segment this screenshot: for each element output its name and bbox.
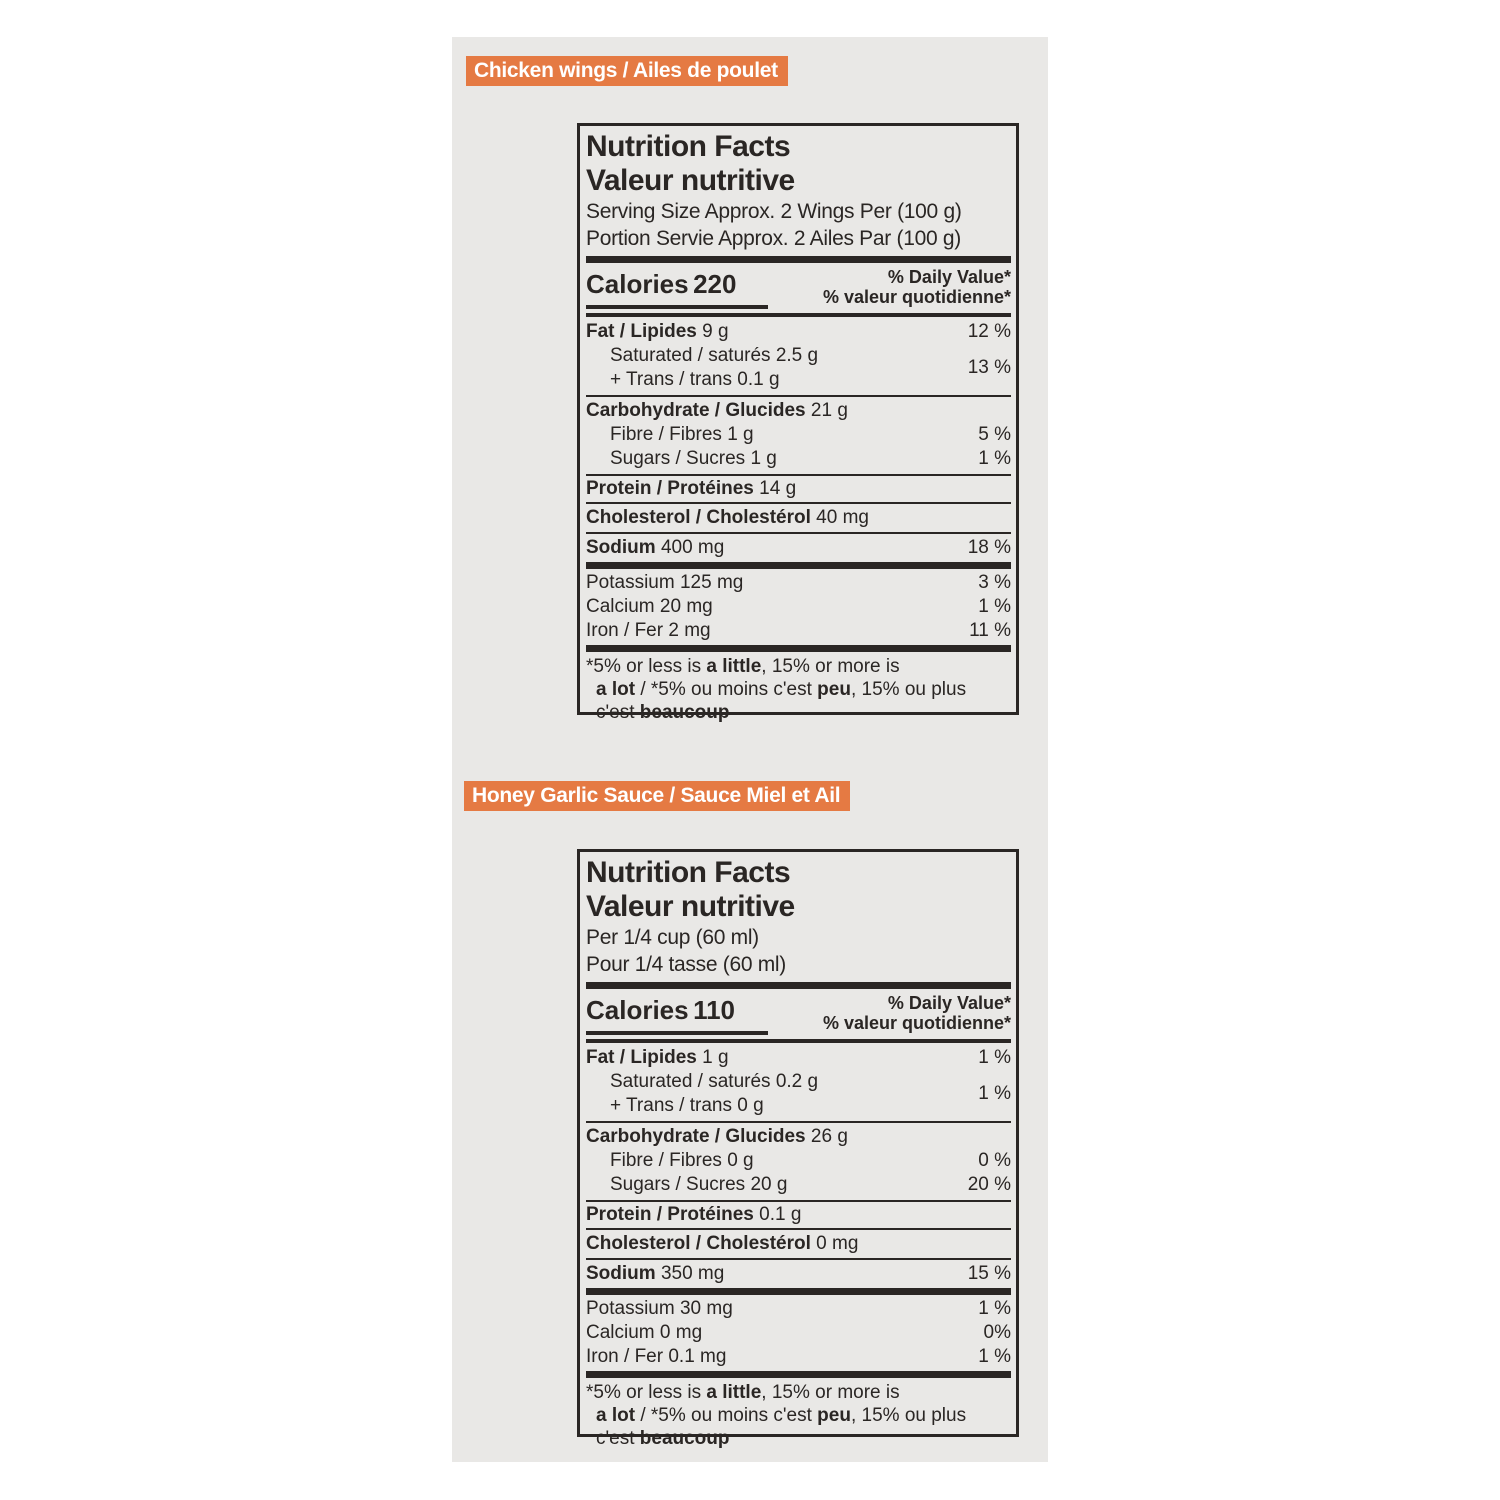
label-title-en: Nutrition Facts [586,130,791,163]
saturated-text: Saturated / saturés 2.5 g [610,345,819,366]
nutrient-row-cholesterol: Cholesterol / Cholestérol 0 mg [586,1233,859,1254]
divider [586,1288,1011,1295]
nutrient-row-sodium: Sodium 400 mg 18 % [586,537,1011,558]
divider [586,645,1011,652]
divider [586,1371,1011,1378]
serving-size-en: Per 1/4 cup (60 ml) [586,926,759,949]
product-banner: Honey Garlic Sauce / Sauce Miel et Ail [464,781,850,811]
saturated-trans-percent: 13 % [967,357,1011,378]
daily-value-header-fr: % valeur quotidienne* [822,1013,1011,1033]
trans-text: + Trans / trans 0.1 g [610,369,780,390]
saturated-trans-percent: 1 % [978,1083,1011,1104]
nutrient-row-saturated-trans [586,344,1011,392]
daily-value-header-en: % Daily Value* [887,993,1011,1013]
daily-value-header-fr: % valeur quotidienne* [822,287,1011,307]
nutrient-row-iron: Iron / Fer 2 mg 11 % [586,620,1011,641]
nutrient-row-sugars: Sugars / Sucres 1 g 1 % [610,448,1011,469]
divider [586,256,1011,263]
nutrient-row-cholesterol: Cholesterol / Cholestérol 40 mg [586,507,869,528]
serving-size-fr: Portion Servie Approx. 2 Ailes Par (100 g) [586,227,961,250]
fat-percent: 12 % [967,321,1011,342]
daily-value-header-en: % Daily Value* [887,267,1011,287]
nutrient-row-protein: Protein / Protéines 14 g [586,478,797,499]
nutrient-row-calcium: Calcium 0 mg 0% [586,1322,1011,1343]
calories-value: 110 [693,995,736,1025]
nutrient-row-fibre: Fibre / Fibres 1 g 5 % [610,424,1011,445]
calories-row [586,989,1011,1039]
nutrient-row-iron: Iron / Fer 0.1 mg 1 % [586,1346,1011,1367]
nutrient-row-potassium: Potassium 125 mg 3 % [586,572,1011,593]
trans-text: + Trans / trans 0 g [610,1095,764,1116]
nutrient-row-fat: Fat / Lipides 9 g 12 % [586,321,1011,342]
nutrient-row-saturated-trans [586,1070,1011,1118]
footnote: *5% or less is a little, 15% or more is a lot / *5% ou moins c'est peu, 15% ou plus c'est beaucoup [586,1382,967,1449]
divider [586,562,1011,569]
nutrient-row-carbohydrate: Carbohydrate / Glucides 21 g [586,400,848,421]
label-title-fr: Valeur nutritive [586,164,795,197]
serving-size-fr: Pour 1/4 tasse (60 ml) [586,953,786,976]
nutrient-row-potassium: Potassium 30 mg 1 % [586,1298,1011,1319]
nutrient-row-carbohydrate: Carbohydrate / Glucides 26 g [586,1126,848,1147]
label-title-en: Nutrition Facts [586,856,791,889]
label-title-fr: Valeur nutritive [586,890,795,923]
nutrient-row-fibre: Fibre / Fibres 0 g 0 % [610,1150,1011,1171]
nutrient-row-protein: Protein / Protéines 0.1 g [586,1204,802,1225]
saturated-text: Saturated / saturés 0.2 g [610,1071,819,1092]
nutrition-facts-label [577,123,1019,723]
nutrition-facts-label [577,849,1019,1449]
nutrient-row-calcium: Calcium 20 mg 1 % [586,596,1011,617]
calories-row [586,263,1011,313]
footnote: *5% or less is a little, 15% or more is a lot / *5% ou moins c'est peu, 15% ou plus c'est beaucoup [586,656,967,723]
calories-label: Calories [586,269,689,299]
calories-label: Calories [586,995,689,1025]
calories-value: 220 [693,269,737,299]
serving-size-en: Serving Size Approx. 2 Wings Per (100 g) [586,200,962,223]
fat-percent: 1 % [978,1047,1011,1068]
nutrient-row-sodium: Sodium 350 mg 15 % [586,1263,1011,1284]
divider [586,982,1011,989]
nutrient-row-sugars: Sugars / Sucres 20 g 20 % [610,1174,1011,1195]
product-banner: Chicken wings / Ailes de poulet [466,56,788,86]
nutrient-row-fat: Fat / Lipides 1 g 1 % [586,1047,1011,1068]
